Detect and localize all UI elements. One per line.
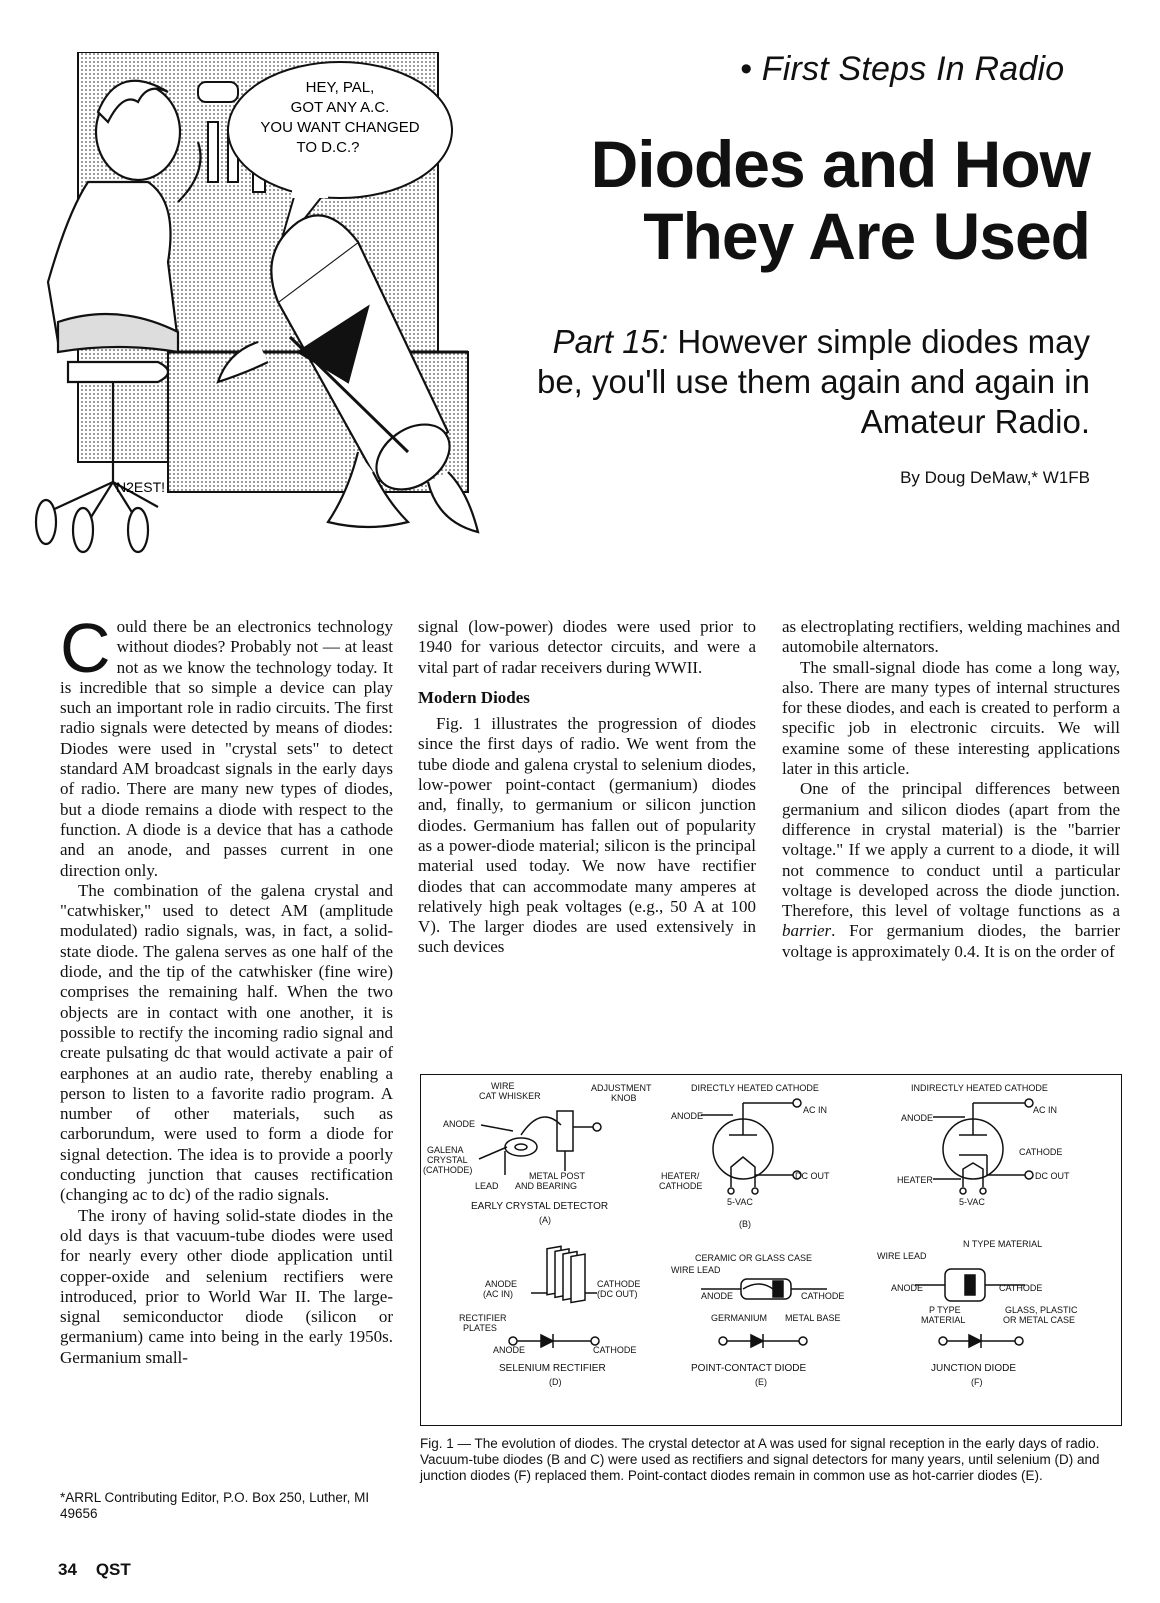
label-cathode-b: CATHODE [659,1181,703,1191]
label-n-type: N TYPE MATERIAL [963,1239,1043,1249]
label-cat-whisker: CAT WHISKER [479,1091,541,1101]
panel-e-letter: (E) [755,1377,767,1387]
section-heading-modern-diodes: Modern Diodes [418,687,530,707]
panel-d-selenium [459,1279,640,1387]
label-dc-out-d: (DC OUT) [597,1289,638,1299]
label-metal-base: METAL BASE [785,1313,841,1323]
label-cathode-d2: CATHODE [593,1345,637,1355]
paragraph-7: The small-signal diode has come a long way, also. There are many types of internal structures for these diodes, and each is created to perform a specific job in electronic circuits. We will examine some of these interesting applications later in this article. [782,657,1120,779]
article-subtitle [510,322,1090,442]
speech-line-4: TO D.C.? [296,139,360,156]
crystal-detector-drawing [479,1111,601,1175]
label-metal-case: OR METAL CASE [1003,1315,1076,1325]
page-number: 34 [58,1560,77,1579]
subtitle-part: Part 15: [552,323,669,360]
title-line-1: Diodes and How [590,127,1090,201]
panel-f-caption: JUNCTION DIODE [931,1363,1016,1374]
cartoon-illustration [28,52,514,556]
label-galena: GALENA [427,1145,464,1155]
paragraph-4: signal (low-power) diodes were used prior to 1940 for various detector circuits, and were a vital part of radar receivers during WWII. [418,617,756,677]
label-ac-in-c: AC IN [1033,1105,1058,1115]
label-anode-d: ANODE [485,1279,518,1289]
column-3 [782,617,1120,962]
panel-a-caption: EARLY CRYSTAL DETECTOR [471,1201,609,1212]
label-cathode-a: (CATHODE) [423,1165,473,1175]
panel-b-title: DIRECTLY HEATED CATHODE [691,1083,819,1093]
label-glass-plastic: GLASS, PLASTIC [1005,1305,1078,1315]
panel-c-title: INDIRECTLY HEATED CATHODE [911,1083,1048,1093]
page-folio [58,1560,131,1580]
label-rectifier: RECTIFIER [459,1313,507,1323]
paragraph-1-text: ould there be an electronics technology without diodes? Probably not — at least not as we know the technology today. It is incredible that so simple a device can play such an important role in radio circuits. The first radio signals were detected by means of diodes: Diodes were used in "crystal sets" to detect standard AM broadcast signals in the early days of radio. There are many new types of diodes, but a diode remains a diode with respect to the function. A diode is a device that has a cathode and an anode, and passes current in one direction only. [60,617,393,880]
paragraph-1 [60,609,393,881]
panel-b-letter: (B) [739,1219,751,1229]
label-anode-b: ANODE [671,1111,704,1121]
title-line-2: They Are Used [643,199,1090,273]
label-wire-lead-f: WIRE LEAD [877,1251,927,1261]
label-ac-in-b: AC IN [803,1105,828,1115]
label-crystal: CRYSTAL [427,1155,468,1165]
speech-line-1: HEY, PAL, [305,79,375,96]
label-anode-e: ANODE [701,1291,734,1301]
column-1 [60,609,393,1368]
byline: By Doug DeMaw,* W1FB [900,468,1090,487]
label-cathode-d: CATHODE [597,1279,641,1289]
magazine-logo: QST [95,1560,131,1579]
paragraph-8-text-a: One of the principal differences between germanium and silicon diodes (apart from the difference in crystal material) is the "barrier voltage." If we apply a current to a diode, it will not commence to conduct until a particular voltage is developed across the diode junction. Therefore, this level of voltage functions as a [782,779,1120,921]
label-anode-d2: ANODE [493,1345,526,1355]
panel-a-crystal-detector [423,1081,652,1225]
panel-f-junction [877,1239,1078,1387]
label-cathode-e: CATHODE [801,1291,845,1301]
paragraph-8 [782,779,1120,962]
direct-tube-symbol [701,1099,801,1194]
label-heater-c: HEATER [897,1175,933,1185]
panel-e-point-contact [671,1253,844,1387]
figure-1-diagram [420,1074,1122,1426]
panel-d-letter: (D) [549,1377,562,1387]
subtitle-text: However simple diodes may be, you'll use them again and again in Amateur Radio. [536,323,1090,440]
panel-f-letter: (F) [971,1377,983,1387]
figure-caption: Fig. 1 — The evolution of diodes. The crystal detector at A was used for signal reception in the early days of radio. Vacuum-tube diodes (B and C) were used as rectifiers and signal detectors for many years, until selenium (D) and junction diodes (F) replaced them. Point-contact diodes remain in common use as hot-carrier diodes (E). [420,1436,1100,1483]
drop-cap: C [60,609,111,687]
label-metal-post: METAL POST [529,1171,586,1181]
label-ceramic-case: CERAMIC OR GLASS CASE [695,1253,813,1263]
panel-d-caption: SELENIUM RECTIFIER [499,1363,606,1374]
label-and-bearing: AND BEARING [515,1181,578,1191]
label-germanium: GERMANIUM [711,1313,767,1323]
label-cathode-f: CATHODE [999,1283,1043,1293]
label-material: MATERIAL [921,1315,966,1325]
paragraph-2: The combination of the galena crystal and "catwhisker," used to detect AM (amplitude modulated) radio signals, was, in fact, a solid-state diode. The galena serves as one half of the diode, and the tip of the catwhisker (fine wire) comprises the remaining half. When the two objects are in contact with one another, it is possible to rectify the incoming radio signal and create pulsating dc that would activate a pair of earphones at an audio rate, thereby enabling a person to listen to a favorite radio program. A number of other materials, such as carborundum, were used to form a diode for signal detection. The idea is to provide a poorly conducting junction that causes rectification (changing ac to dc) of the radio signals. [60,880,393,1205]
label-wire-lead-e: WIRE LEAD [671,1265,721,1275]
label-plates: PLATES [463,1323,497,1333]
paragraph-6: as electroplating rectifiers, welding machines and automobile alternators. [782,617,1120,657]
paragraph-8-text-b: . For germanium diodes, the barrier voltage is approximately 0.4. It is on the order of [782,921,1120,961]
label-dc-out-b: DC OUT [795,1171,830,1181]
label-anode-c: ANODE [901,1113,934,1123]
series-kicker: • First Steps In Radio [740,50,1065,88]
label-5vac-c: 5-VAC [959,1197,985,1207]
selenium-stack-drawing [509,1246,599,1348]
panel-e-caption: POINT-CONTACT DIODE [691,1363,807,1374]
paragraph-3: The irony of having solid-state diodes in the old days is that vacuum-tube diodes were used for nearly every other diode application until copper-oxide and selenium rectifiers were introduced, prior to World War II. The large-signal semiconductor diode (silicon or germanium) came into being in the early 1950s. Germanium small- [60,1205,393,1367]
paragraph-8-emphasis: barrier [782,921,832,941]
label-wire: WIRE [491,1081,515,1091]
paragraph-5: Fig. 1 illustrates the progression of diodes since the first days of radio. We went from the tube diode and galena crystal to selenium diodes, low-power point-contact (germanium) diodes and, finally, to germanium or silicon junction diodes. Germanium has fallen out of popularity as a power-diode material; silicon is the principal material used today. We now have rectifier diodes that can accommodate many amperes at relatively high peak voltages (e.g., 50 A at 100 V). The larger diodes are used extensively in such devices [418,714,756,957]
footnote: *ARRL Contributing Editor, P.O. Box 250, Luther, MI 49656 [60,1490,370,1521]
column-2 [418,617,756,958]
speech-line-2: GOT ANY A.C. [290,99,390,116]
label-anode-f: ANODE [891,1283,924,1293]
label-5vac-b: 5-VAC [727,1197,753,1207]
label-ac-in-d: (AC IN) [483,1289,513,1299]
article-title [591,128,1090,272]
label-anode-a: ANODE [443,1119,476,1129]
artist-signature: N2EST! [116,479,166,495]
label-p-type: P TYPE [929,1305,961,1315]
label-cathode-c: CATHODE [1019,1147,1063,1157]
label-adjustment: ADJUSTMENT [591,1083,652,1093]
label-knob: KNOB [611,1093,637,1103]
panel-a-letter: (A) [539,1215,551,1225]
label-heater-b: HEATER/ [661,1171,700,1181]
indirect-tube-symbol [933,1099,1033,1194]
speech-line-3: YOU WANT CHANGED [260,119,420,136]
label-lead: LEAD [475,1181,499,1191]
label-dc-out-c: DC OUT [1035,1171,1070,1181]
